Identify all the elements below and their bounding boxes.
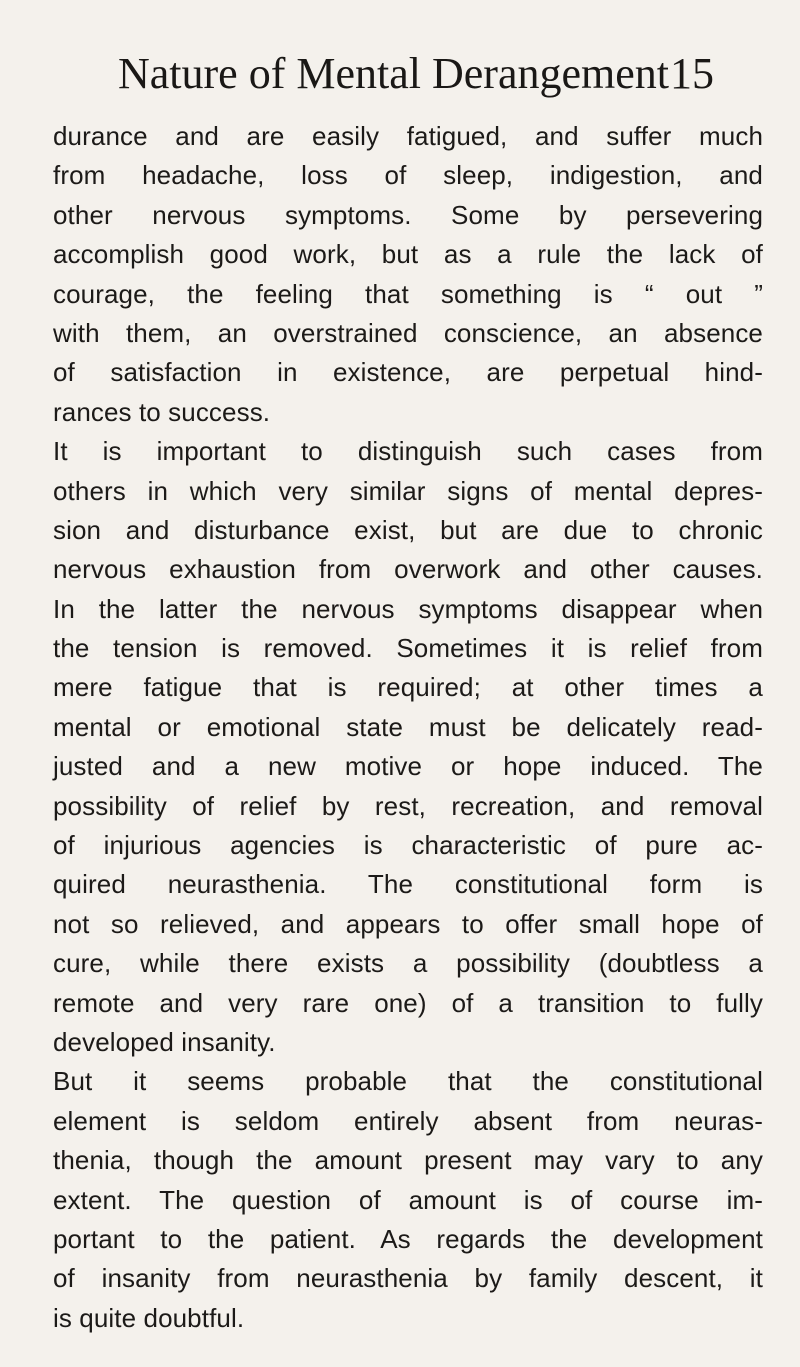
text-line: others in which very similar signs of mental depres-	[53, 475, 763, 506]
text-line: not so relieved, and appears to offer small hope of	[53, 908, 763, 939]
text-line: is quite doubtful.	[53, 1302, 245, 1333]
text-line: mental or emotional state must be delicately read-	[53, 711, 763, 742]
text-line: It is important to distinguish such cases from	[53, 436, 763, 467]
text-line: portant to the patient. As regards the development	[53, 1223, 763, 1254]
text-line: other nervous symptoms. Some by persevering	[53, 199, 763, 230]
text-line: But it seems probable that the constitutional	[53, 1066, 763, 1097]
text-line: element is seldom entirely absent from neuras-	[53, 1105, 763, 1136]
text-line: durance and are easily fatigued, and suffer much	[53, 121, 763, 151]
text-line: courage, the feeling that something is “ out ”	[53, 278, 763, 309]
text-line: mere fatigue that is required; at other times a	[53, 672, 763, 703]
text-line: thenia, though the amount present may vary to any	[53, 1145, 763, 1176]
text-line: of satisfaction in existence, are perpetual hind-	[53, 357, 763, 388]
text-line: developed insanity.	[53, 1026, 276, 1057]
text-line: from headache, loss of sleep, indigestion, and	[53, 160, 763, 191]
body-text	[53, 117, 763, 1338]
text-line: accomplish good work, but as a rule the lack of	[53, 239, 763, 270]
text-line: rances to success.	[53, 396, 271, 427]
text-line: In the latter the nervous symptoms disappear when	[53, 593, 763, 624]
text-line: of insanity from neurasthenia by family descent, it	[53, 1263, 763, 1294]
page-number: 15	[670, 49, 714, 98]
running-head	[0, 44, 800, 104]
text-line: extent. The question of amount is of course im-	[53, 1184, 763, 1215]
text-line: of injurious agencies is characteristic of pure ac-	[53, 830, 763, 861]
text-line: remote and very rare one) of a transition to fully	[53, 987, 763, 1018]
text-line: quired neurasthenia. The constitutional form is	[53, 869, 763, 900]
text-line: cure, while there exists a possibility (doubtless a	[53, 948, 763, 979]
text-line: with them, an overstrained conscience, an absence	[53, 317, 763, 348]
text-line: justed and a new motive or hope induced. The	[53, 751, 763, 782]
text-line: possibility of relief by rest, recreation, and removal	[53, 790, 763, 821]
text-line: the tension is removed. Sometimes it is relief from	[53, 633, 763, 664]
running-title: Nature of Mental Derangement	[118, 49, 669, 98]
text-line: sion and disturbance exist, but are due to chronic	[53, 514, 763, 545]
text-line: nervous exhaustion from overwork and other causes.	[53, 554, 763, 585]
